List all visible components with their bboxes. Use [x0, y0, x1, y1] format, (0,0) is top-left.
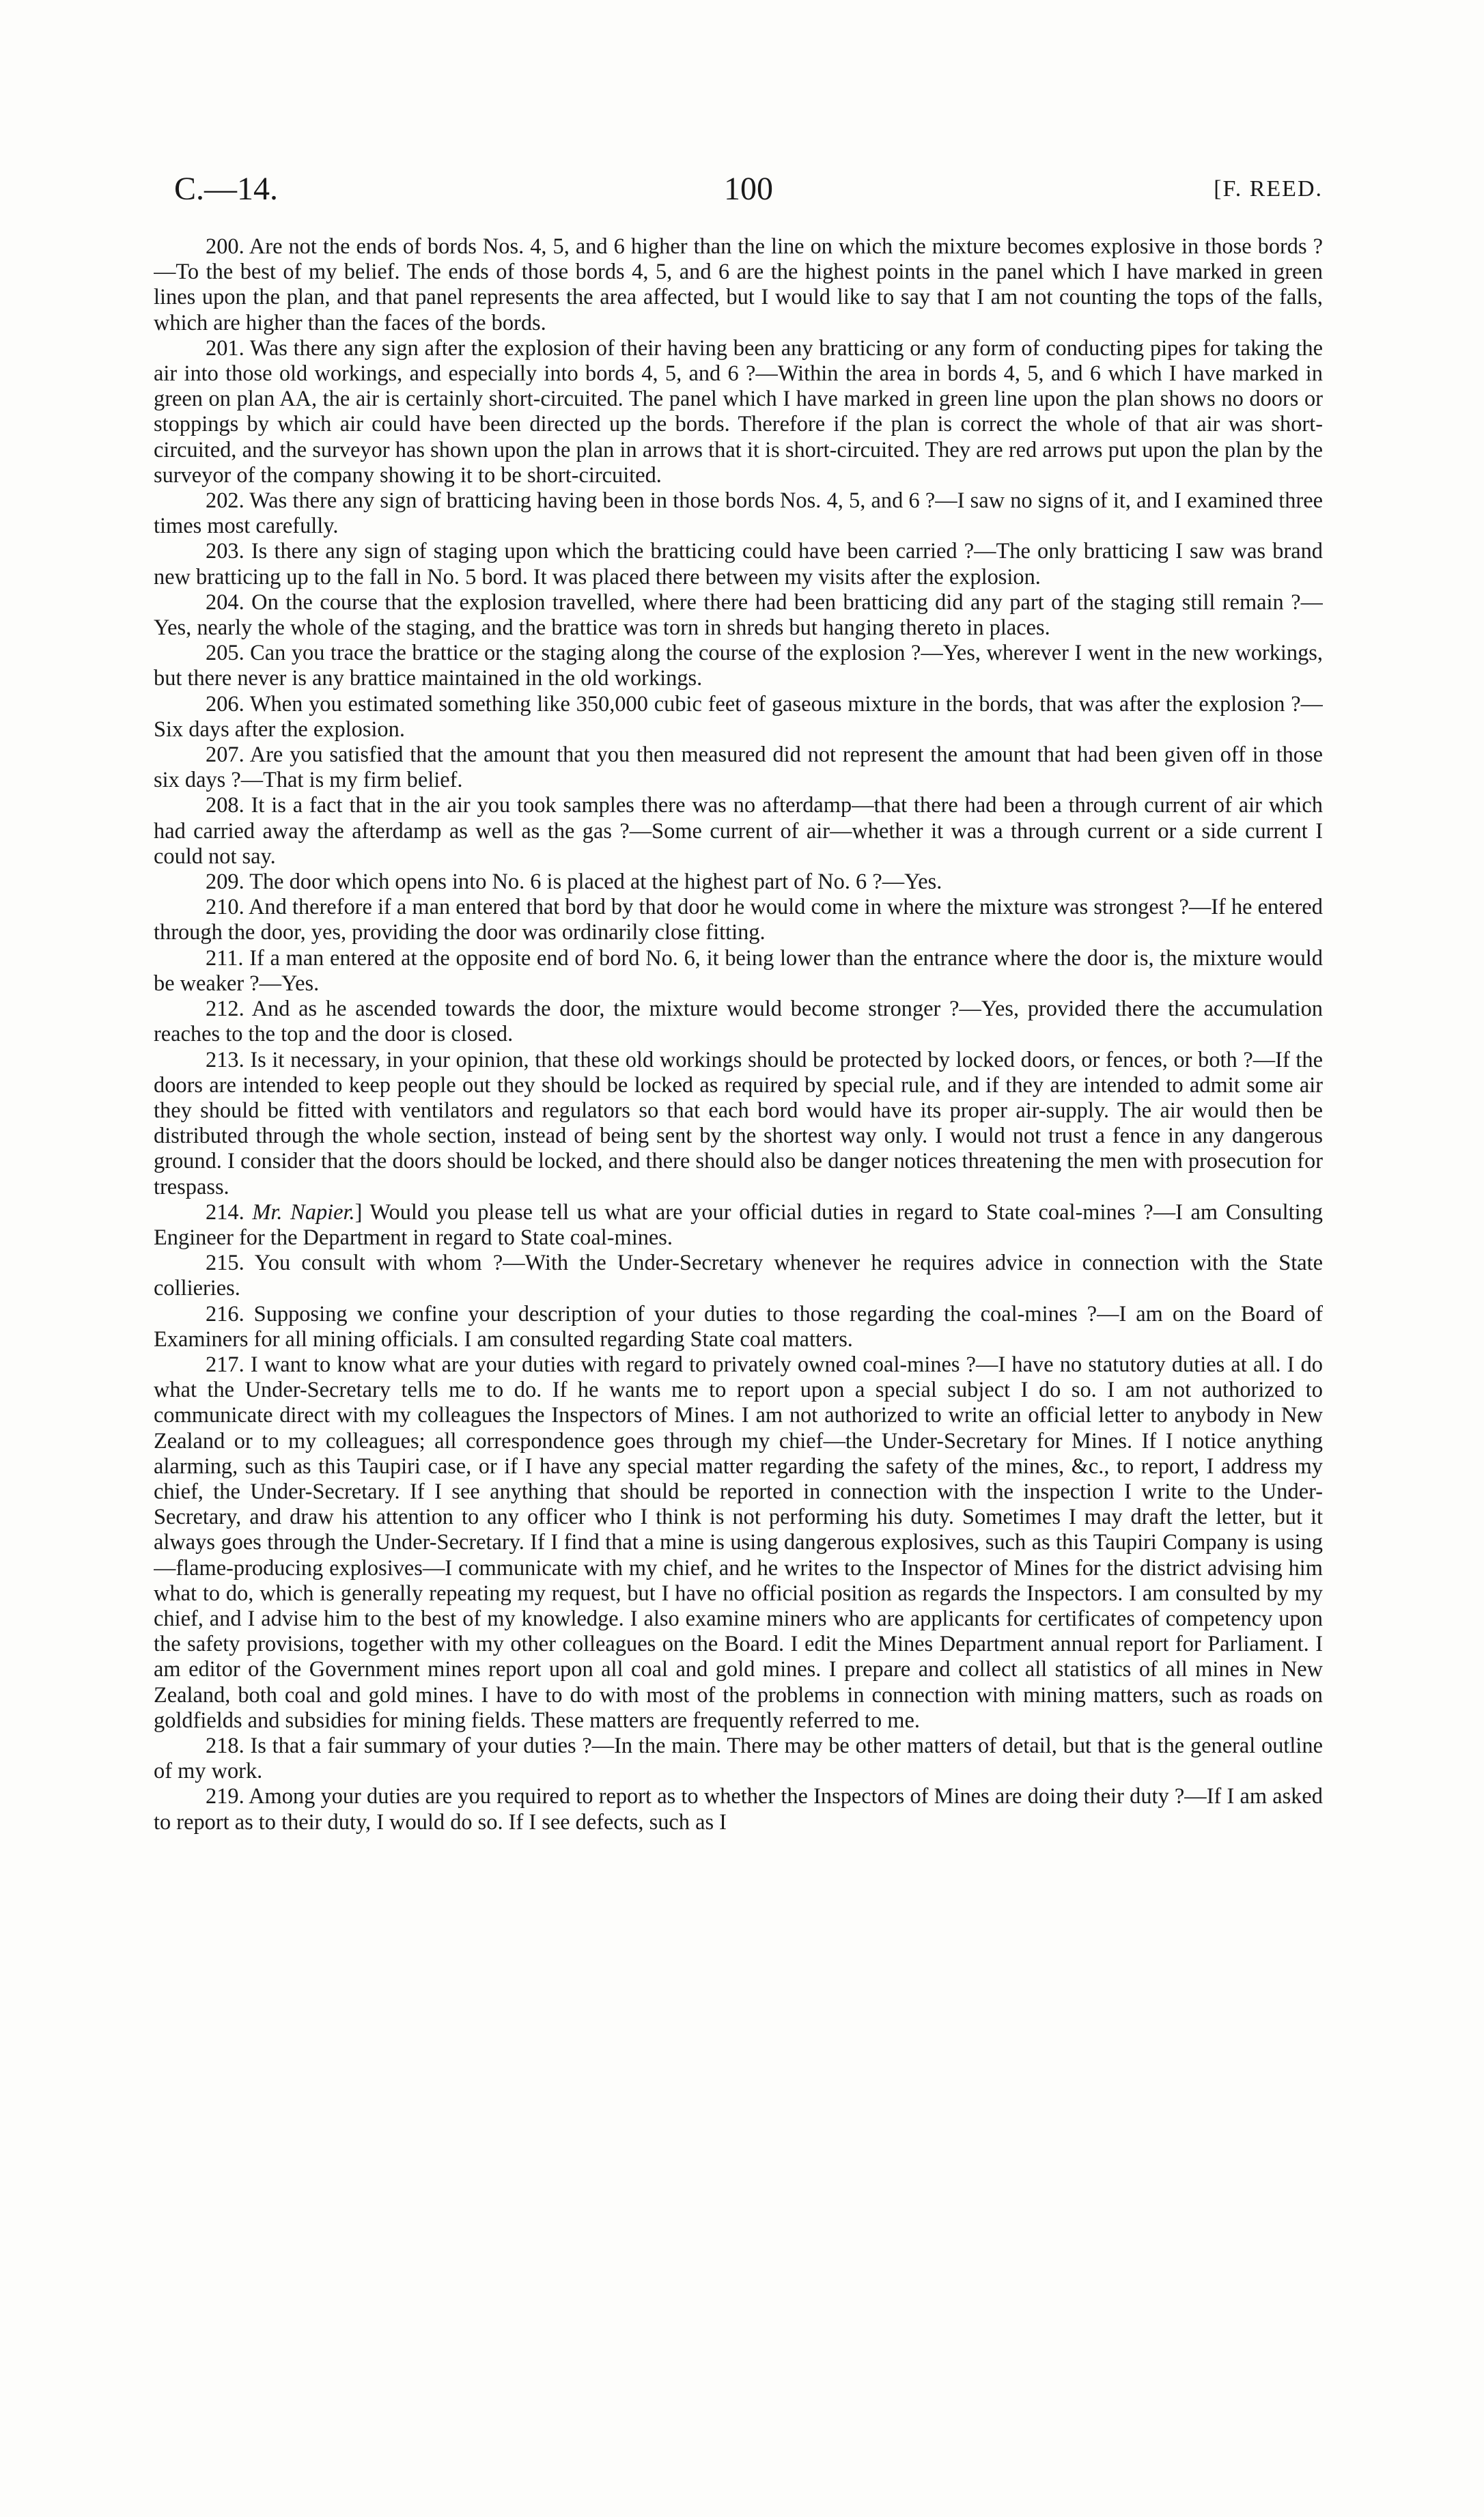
- paragraph-217: 217. I want to know what are your duties with regard to privately owned coal-mines ?—I have no statutory duties at all. I do what the Under-Secretary tells me to do. If he wants me to report upon a special subject I do so. I am not authorized to communicate direct with my colleagues the Inspectors of Mines. I am not authorized to write an official letter to anybody in New Zealand or to my colleagues; all correspondence goes through my chief—the Under-Secretary for Mines. If I notice anything alarming, such as this Taupiri case, or if I have any special matter regarding the safety of the mines, &c., to report, I address my chief, the Under-Secretary. If I see anything that should be reported in connection with the inspection I write to the Under-Secretary, and draw his attention to any officer who I think is not performing his duty. Sometimes I may draft the letter, but it always goes through the Under-Secretary. If I find that a mine is using dangerous explosives, such as this Taupiri Company is using—flame-producing explosives—I communicate with my chief, and he writes to the Inspector of Mines for the district advising him what to do, which is generally repeating my request, but I have no official position as regards the Inspectors. I am consulted by my chief, and I advise him to the best of my knowledge. I also examine miners who are applicants for certificates of competency upon the safety provisions, together with my other colleagues on the Board. I edit the Mines Department annual report for Parliament. I am editor of the Government mines report upon all coal and gold mines. I prepare and collect all statistics of all mines in New Zealand, both coal and gold mines. I have to do with most of the problems in connection with mining matters, such as roads on goldfields and subsidies for mining fields. These matters are frequently referred to me.: [154, 1352, 1323, 1733]
- paragraph-215: 215. You consult with whom ?—With the Under-Secretary whenever he requires advice in connection with the State collieries.: [154, 1251, 1323, 1301]
- paragraph-text: ] Would you please tell us what are your official duties in regard to State coal-mines ?—I am Consulting Engineer for the Department in regard to State coal-mines.: [154, 1199, 1323, 1250]
- witness-name: [F. REED.: [1214, 176, 1323, 201]
- paragraph-214: [154, 1200, 1323, 1251]
- paragraph-219: 219. Among your duties are you required to report as to whether the Inspectors of Mines are doing their duty ?—If I am asked to report as to their duty, I would do so. If I see defects, such as I: [154, 1784, 1323, 1835]
- paragraph-204: 204. On the course that the explosion travelled, where there had been bratticing did any part of the staging still remain ?—Yes, nearly the whole of the staging, and the brattice was torn in shreds but hanging thereto in places.: [154, 589, 1323, 641]
- paragraph-203: 203. Is there any sign of staging upon which the bratticing could have been carried ?—The only bratticing I saw was brand new bratticing up to the fall in No. 5 bord. It was placed there between my visits after the explosion.: [154, 539, 1323, 589]
- document-code: C.—14.: [174, 171, 279, 207]
- question-number: 214.: [206, 1199, 253, 1225]
- paragraph-201: 201. Was there any sign after the explosion of their having been any bratticing or any form of conducting pipes for taking the air into those old workings, and especially into bords 4, 5, and 6 ?—Within the area in bords 4, 5, and 6 which I have marked in green on plan AA, the air is certainly short-circuited. The panel which I have marked in green line upon the plan shows no doors or stoppings by which air could have been directed up the bords. Therefore if the plan is correct the whole of that air was short-circuited, and the surveyor has shown upon the plan in arrows that it is short-circuited. They are red arrows put upon the plan by the surveyor of the company showing it to be short-circuited.: [154, 335, 1323, 488]
- paragraph-211: 211. If a man entered at the opposite end of bord No. 6, it being lower than the entrance where the door is, the mixture would be weaker ?—Yes.: [154, 945, 1323, 996]
- paragraph-206: 206. When you estimated something like 350,000 cubic feet of gaseous mixture in the bords, that was after the explosion ?—Six days after the explosion.: [154, 691, 1323, 742]
- paragraph-202: 202. Was there any sign of bratticing having been in those bords Nos. 4, 5, and 6 ?—I saw no signs of it, and I examined three times most carefully.: [154, 488, 1323, 539]
- paragraph-212: 212. And as he ascended towards the door, the mixture would become stronger ?—Yes, provided there the accumulation reaches to the top and the door is closed.: [154, 997, 1323, 1047]
- paragraph-218: 218. Is that a fair summary of your duties ?—In the main. There may be other matters of detail, but that is the general outline of my work.: [154, 1733, 1323, 1784]
- paragraph-216: 216. Supposing we confine your description of your duties to those regarding the coal-mines ?—I am on the Board of Examiners for all mining officials. I am consulted regarding State coal matters.: [154, 1301, 1323, 1352]
- page-number: 100: [724, 171, 773, 207]
- paragraph-208: 208. It is a fact that in the air you took samples there was no afterdamp—that there had been a through current of air which had carried away the afterdamp as well as the gas ?—Some current of air—whether it was a through current or a side current I could not say.: [154, 793, 1323, 869]
- page-header: [174, 165, 1323, 213]
- paragraph-213: 213. Is it necessary, in your opinion, that these old workings should be protected by locked doors, or fences, or both ?—If the doors are intended to keep people out they should be locked as required by special rule, and if they are intended to admit some air they should be fitted with ventilators and regulators so that each bord would have its proper air-supply. The air would then be distributed through the whole section, instead of being sent by the shortest way only. I would not trust a fence in any dangerous ground. I consider that the doors should be locked, and there should also be danger notices threatening the men with prosecution for trespass.: [154, 1047, 1323, 1199]
- paragraph-205: 205. Can you trace the brattice or the staging along the course of the explosion ?—Yes, wherever I went in the new workings, but there never is any brattice maintained in the old workings.: [154, 641, 1323, 691]
- speaker-name: Mr. Napier.: [252, 1199, 355, 1225]
- paragraph-209: 209. The door which opens into No. 6 is placed at the highest part of No. 6 ?—Yes.: [206, 870, 942, 895]
- paragraph-200: 200. Are not the ends of bords Nos. 4, 5, and 6 higher than the line on which the mixture becomes explosive in those bords ?—To the best of my belief. The ends of those bords 4, 5, and 6 are the highest points in the panel which I have marked in green lines upon the plan, and that panel represents the area affected, but I would like to say that I am not counting the tops of the falls, which are higher than the faces of the bords.: [154, 234, 1323, 335]
- paragraph-210: 210. And therefore if a man entered that bord by that door he would come in where the mixture was strongest ?—If he entered through the door, yes, providing the door was ordinarily close fitting.: [154, 895, 1323, 945]
- paragraph-207: 207. Are you satisfied that the amount that you then measured did not represent the amount that had been given off in those six days ?—That is my firm belief.: [154, 742, 1323, 793]
- page-body: [154, 234, 1323, 2420]
